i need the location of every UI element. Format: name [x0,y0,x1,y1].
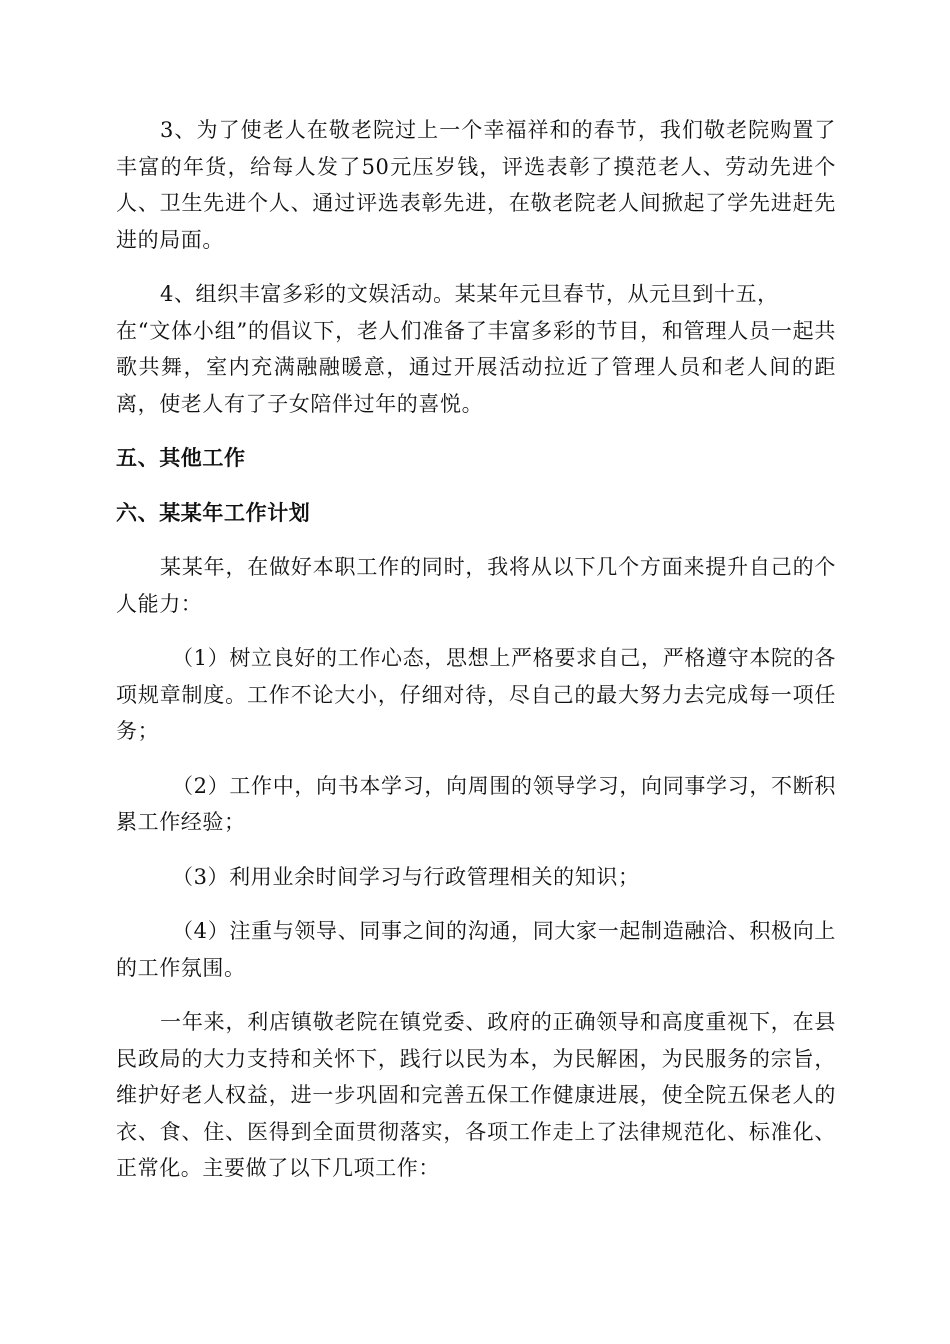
plan-item-1: （1）树立良好的工作心态，思想上严格要求自己，严格遵守本院的各项规章制度。工作不论大小，仔细对待，尽自己的最大努力去完成每一项任务； [116,646,836,743]
plan-item-2: （2）工作中，向书本学习，向周围的领导学习，向同事学习，不断积累工作经验； [116,773,836,834]
section-heading-work-plan: 六、某某年工作计划 [116,500,311,525]
section-heading-other-work: 五、其他工作 [116,446,246,470]
plan-item-4: （4）注重与领导、同事之间的沟通，同大家一起制造融洽、积极向上的工作氛围。 [116,919,836,980]
paragraph-activities-intro: 4、组织丰富多彩的文娱活动。某某年元旦春节，从元旦到十五， [160,282,779,306]
paragraph-activities-detail: 在“文体小组”的倡议下，老人们准备了丰富多彩的节目，和管理人员一起共歌共舞，室内充满融融暖意，通过开展活动拉近了管理人员和老人间的距离，使老人有了子女陪伴过年的喜悦。 [116,318,836,416]
paragraph-year-summary: 一年来，利店镇敬老院在镇党委、政府的正确领导和高度重视下，在县民政局的大力支持和关怀下，践行以民为本，为民解困，为民服务的宗旨，维护好老人权益，进一步巩固和完善五保工作健康进展，使全院五保老人的衣、食、住、医得到全面贯彻落实，各项工作走上了法律规范化、标准化、正常化。主要做了以下几项工作： [116,1010,836,1180]
paragraph-spring-festival: 3、为了使老人在敬老院过上一个幸福祥和的春节，我们敬老院购置了丰富的年货，给每人发了50元压岁钱，评选表彰了摸范老人、劳动先进个人、卫生先进个人、通过评选表彰先进，在敬老院老人间掀起了学先进赶先进的局面。 [116,118,836,252]
document-body [116,112,836,1187]
paragraph-plan-intro: 某某年，在做好本职工作的同时，我将从以下几个方面来提升自己的个人能力： [116,555,836,616]
plan-item-3: （3）利用业余时间学习与行政管理相关的知识； [172,864,640,889]
